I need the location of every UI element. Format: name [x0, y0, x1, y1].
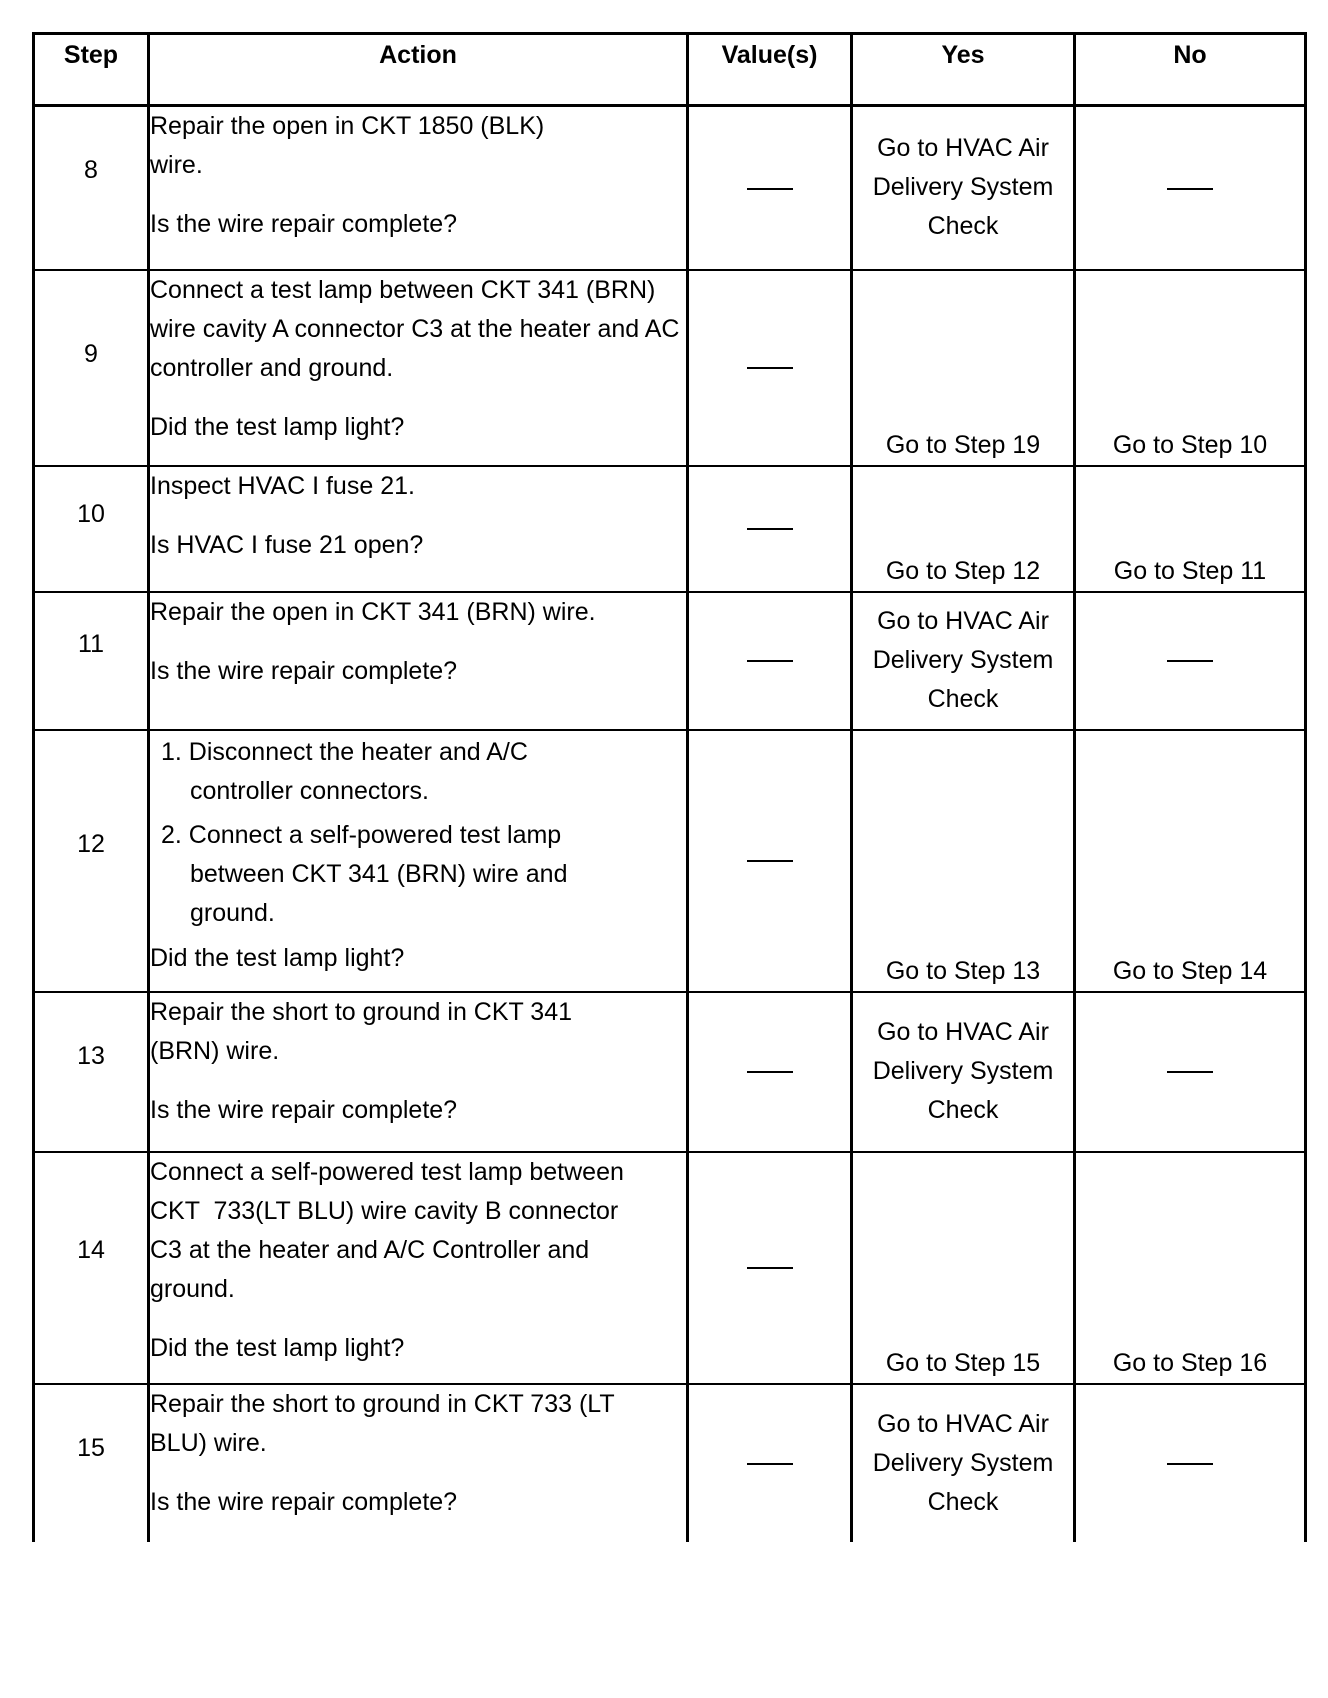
header-yes: Yes [852, 34, 1075, 106]
action-question: Did the test lamp light? [150, 943, 405, 972]
yes-cell: Go to HVAC Air Delivery System Check [852, 106, 1075, 270]
document-page [32, 32, 1304, 1542]
table-row [34, 992, 1306, 1152]
action-cell [149, 730, 688, 992]
value-dash [747, 188, 793, 190]
action-question: Did the test lamp light? [150, 1333, 405, 1362]
value-dash [747, 528, 793, 530]
value-cell [688, 466, 852, 592]
action-question: Is the wire repair complete? [150, 210, 458, 238]
value-dash [747, 1071, 793, 1073]
no-cell: Go to Step 10 [1075, 270, 1306, 466]
yes-cell: Go to HVAC Air Delivery System Check [852, 1384, 1075, 1542]
no-cell: Go to Step 11 [1075, 466, 1306, 592]
action-text: Repair the open in CKT 1850 (BLK) wire. [150, 112, 545, 179]
header-values: Value(s) [688, 34, 852, 106]
step-number: 9 [34, 270, 149, 466]
yes-cell: Go to Step 19 [852, 270, 1075, 466]
value-dash [747, 1267, 793, 1269]
table-row [34, 592, 1306, 730]
action-cell [149, 106, 688, 270]
value-dash [747, 367, 793, 369]
no-cell [1075, 1384, 1306, 1542]
header-no: No [1075, 34, 1306, 106]
table-row [34, 270, 1306, 466]
step-number: 8 [34, 106, 149, 270]
action-cell [149, 592, 688, 730]
action-question: Is the wire repair complete? [150, 1095, 458, 1124]
value-cell [688, 1152, 852, 1384]
no-cell: Go to Step 16 [1075, 1152, 1306, 1384]
action-cell [149, 1384, 688, 1542]
header-step: Step [34, 34, 149, 106]
action-cell [149, 270, 688, 466]
step-number: 10 [34, 466, 149, 592]
table-row [34, 1152, 1306, 1384]
value-cell [688, 592, 852, 730]
step-number: 12 [34, 730, 149, 992]
value-cell [688, 1384, 852, 1542]
step-number: 15 [34, 1384, 149, 1542]
yes-cell: Go to HVAC Air Delivery System Check [852, 592, 1075, 730]
no-dash [1167, 188, 1213, 190]
action-text: Repair the short to ground in CKT 341 (BRN) wire. [150, 997, 573, 1065]
action-question: Is the wire repair complete? [150, 1487, 458, 1516]
step-number: 13 [34, 992, 149, 1152]
no-cell [1075, 106, 1306, 270]
action-cell [149, 466, 688, 592]
no-cell [1075, 592, 1306, 730]
step-number: 14 [34, 1152, 149, 1384]
action-cell [149, 992, 688, 1152]
value-cell [688, 106, 852, 270]
diagnostic-table [32, 32, 1307, 1542]
value-dash [747, 860, 793, 862]
yes-cell: Go to HVAC Air Delivery System Check [852, 992, 1075, 1152]
no-dash [1167, 1071, 1213, 1073]
no-cell: Go to Step 14 [1075, 730, 1306, 992]
action-step-item: 2. Connect a self-powered test lamp between CKT 341 (BRN) wire and ground. [161, 820, 568, 927]
action-question: Is HVAC I fuse 21 open? [150, 530, 424, 559]
yes-cell: Go to Step 15 [852, 1152, 1075, 1384]
action-text: Repair the open in CKT 341 (BRN) wire. [150, 597, 596, 626]
value-dash [747, 1463, 793, 1465]
yes-cell: Go to Step 13 [852, 730, 1075, 992]
action-question: Did the test lamp light? [150, 412, 405, 441]
header-action: Action [149, 34, 688, 106]
no-cell [1075, 992, 1306, 1152]
action-text: Inspect HVAC I fuse 21. [150, 471, 415, 500]
value-cell [688, 992, 852, 1152]
value-dash [747, 660, 793, 662]
action-cell [149, 1152, 688, 1384]
value-cell [688, 730, 852, 992]
action-step-item: 1. Disconnect the heater and A/C controller connectors. [161, 737, 528, 805]
table-row [34, 106, 1306, 270]
table-row [34, 730, 1306, 992]
action-text: Connect a self-powered test lamp between CKT 733(LT BLU) wire cavity B connector C3 at the heater and A/C Controller and ground. [150, 1157, 631, 1303]
table-row [34, 466, 1306, 592]
header-row [34, 34, 1306, 106]
action-text: Connect a test lamp between CKT 341 (BRN) wire cavity A connector C3 at the heater and AC controller and ground. [150, 275, 680, 382]
value-cell [688, 270, 852, 466]
step-number: 11 [34, 592, 149, 730]
no-dash [1167, 660, 1213, 662]
yes-cell: Go to Step 12 [852, 466, 1075, 592]
action-question: Is the wire repair complete? [150, 656, 458, 685]
table-row [34, 1384, 1306, 1542]
no-dash [1167, 1463, 1213, 1465]
action-text: Repair the short to ground in CKT 733 (LT BLU) wire. [150, 1389, 615, 1457]
